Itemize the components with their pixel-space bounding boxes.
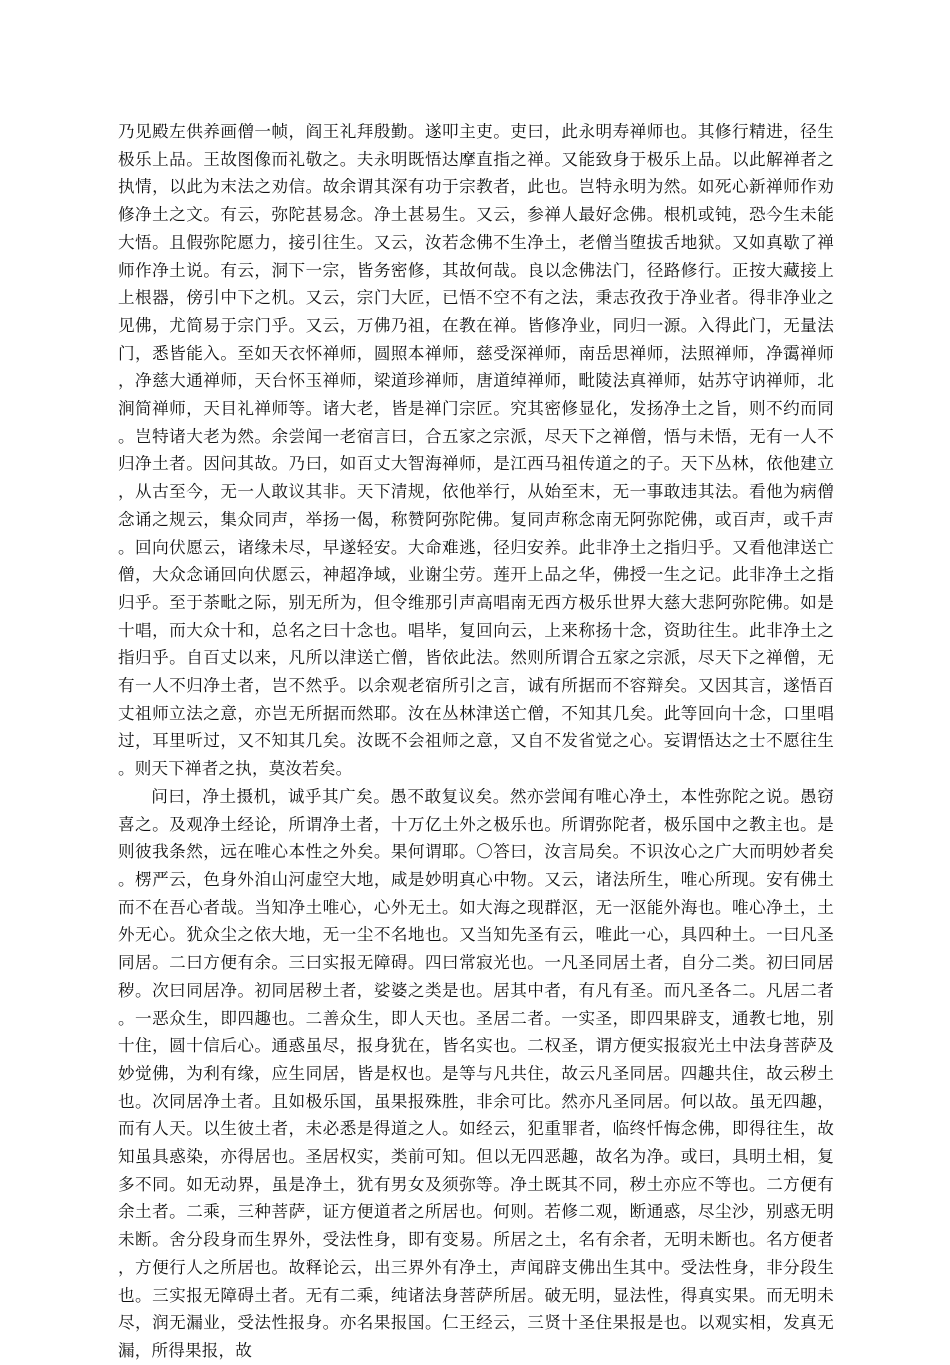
body-paragraph-2: 问曰，净土摄机，诚乎其广矣。愚不敢复议矣。然亦尝闻有唯心净土，本性弥陀之说。愚窃喜之。及观净土经论，所谓净土者，十万亿土外之极乐也。所谓弥陀者，极乐国中之教主也。是则彼我条然，远在唯心本性之外矣。果何谓耶。〇答曰，汝言局矣。不识汝心之广大而明妙者矣。楞严云，色身外洎山河虚空大地，咸是妙明真心中物。又云，诸法所生，唯心所现。安有佛土而不在吾心者哉。当知净土唯心，心外无土。如大海之现群沤，无一沤能外海也。唯心净土，土外无心。犹众尘之依大地，无一尘不名地也。又当知先圣有云，唯此一心，具四种土。一曰凡圣同居。二曰方便有余。三曰实报无障碍。四曰常寂光也。一凡圣同居土者，自分二类。初曰同居秽。次曰同居净。初同居秽土者，娑婆之类是也。居其中者，有凡有圣。而凡圣各二。凡居二者。一恶众生，即四趣也。二善众生，即人天也。圣居二者。一实圣，即四果辟支，通教七地，别十住，圆十信后心。通惑虽尽，报身犹在，皆名实也。二权圣，谓方便实报寂光土中法身菩萨及妙觉佛，为利有缘，应生同居，皆是权也。是等与凡共住，故云凡圣同居。四趣共住，故云秽土也。次同居净土者。且如极乐国，虽果报殊胜，非余可比。然亦凡圣同居。何以故。虽无四趣，而有人天。以生彼土者，未必悉是得道之人。如经云，犯重罪者，临终忏悔念佛，即得往生，故知虽具惑染，亦得居也。圣居权实，类前可知。但以无四恶趣，故名为净。或曰，具明土相，复多不同。如无动界，虽是净土，犹有男女及须弥等。净土既其不同，秽土亦应不等也。二方便有余土者。二乘，三种菩萨，证方便道者之所居也。何则。若修二观，断通惑，尽尘沙，别惑无明未断。舍分段身而生界外，受法性身，即有变易。所居之土，名有余者，无明未断也。名方便者，方便行人之所居也。故释论云，出三界外有净土，声闻辟支佛出生其中。受法性身，非分段生也。三实报无障碍土者。无有二乘，纯诸法身菩萨所居。破无明，显法性，得真实果。而无明未尽，润无漏业，受法性报身。亦名果报国。仁王经云，三贤十圣住果报是也。以观实相，发真无漏，所得果报，故 xyxy=(118,786,834,1360)
body-paragraph-1: 乃见殿左供养画僧一帧，阎王礼拜殷勤。遂叩主吏。吏曰，此永明寿禅师也。其修行精进，径生极乐上品。王故图像而礼敬之。夫永明既悟达摩直指之禅。又能致身于极乐上品。以此解禅者之执情，以此为末法之劝信。故余谓其深有功于宗教者，此也。岂特永明为然。如死心新禅师作劝修净土之文。有云，弥陀甚易念。净土甚易生。又云，参禅人最好念佛。根机或钝，恐今生未能大悟。且假弥陀愿力，接引往生。又云，汝若念佛不生净土，老僧当堕拔舌地狱。又如真歇了禅师作净土说。有云，洞下一宗，皆务密修，其故何哉。良以念佛法门，径路修行。正按大藏接上上根器，傍引中下之机。又云，宗门大匠，已悟不空不有之法，秉志孜孜于净业者。得非净业之见佛，尤简易于宗门乎。又云，万佛乃祖，在教在禅。皆修净业，同归一源。入得此门，无量法门，悉皆能入。至如天衣怀禅师，圆照本禅师，慈受深禅师，南岳思禅师，法照禅师，净霭禅师，净慈大通禅师，天台怀玉禅师，梁道珍禅师，唐道绰禅师，毗陵法真禅师，姑苏守讷禅师，北涧简禅师，天目礼禅师等。诸大老，皆是禅门宗匠。究其密修显化，发扬净土之旨，则不约而同。岂特诸大老为然。余尝闻一老宿言曰，合五家之宗派，尽天下之禅僧，悟与未悟，无有一人不归净土者。因问其故。乃曰，如百丈大智海禅师，是江西马祖传道之的子。天下丛林，依他建立，从古至今，无一人敢议其非。天下清规，依他举行，从始至末，无一事敢违其法。看他为病僧念诵之规云，集众同声，举扬一偈，称赞阿弥陀佛。复同声称念南无阿弥陀佛，或百声，或千声。回向伏愿云，诸缘未尽，早遂轻安。大命难逃，径归安养。此非净土之指归乎。又看他津送亡僧，大众念诵回向伏愿云，神超净域，业谢尘劳。莲开上品之华，佛授一生之记。此非净土之指归乎。至于荼毗之际，别无所为，但令维那引声高唱南无西方极乐世界大慈大悲阿弥陀佛。如是十唱，而大众十和，总名之曰十念也。唱毕，复回向云，上来称扬十念，资助往生。此非净土之指归乎。自百丈以来，凡所以津送亡僧，皆依此法。然则所谓合五家之宗派，尽天下之禅僧，无有一人不归净土者，岂不然乎。以余观老宿所引之言，诚有所据而不容辩矣。又因其言，遂悟百丈祖师立法之意，亦岂无所据而然耶。汝在丛林津送亡僧，不知其几矣。此等回向十念，口里唱过，耳里听过，又不知其几矣。汝既不会祖师之意，又自不发省觉之心。妄谓悟达之士不愿往生。则天下禅者之执，莫汝若矣。 xyxy=(118,122,834,779)
document-page xyxy=(118,118,834,1365)
